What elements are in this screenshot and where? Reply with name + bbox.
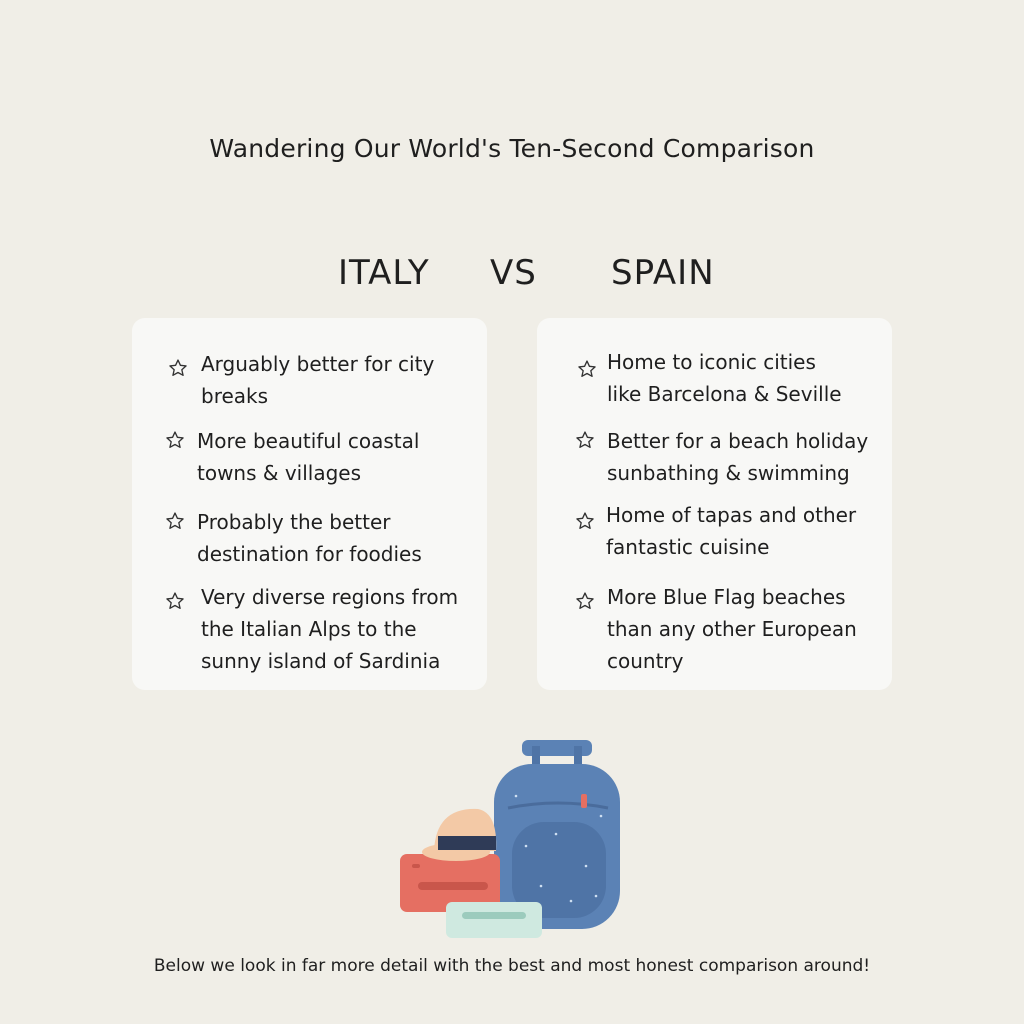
italy-heading: ITALY [338, 253, 430, 293]
italy-item-text: Arguably better for city breaks [201, 352, 435, 408]
versus-heading [0, 253, 1024, 303]
star-icon [575, 430, 595, 450]
page-title: Wandering Our World's Ten-Second Comparison [209, 134, 815, 163]
spain-item-text: Better for a beach holiday sunbathing & swimming [607, 429, 869, 485]
italy-item-text: More beautiful coastal towns & villages [197, 429, 420, 485]
star-icon [575, 591, 595, 611]
star-icon [165, 430, 185, 450]
star-icon [577, 359, 597, 379]
star-icon [168, 358, 188, 378]
star-icon [165, 591, 185, 611]
spain-item-text: Home to iconic cities like Barcelona & Seville [607, 350, 842, 406]
italy-item-text: Very diverse regions from the Italian Alps to the sunny island of Sardinia [201, 585, 459, 673]
spain-card [537, 318, 892, 690]
luggage-illustration [396, 736, 626, 941]
italy-item-text: Probably the better destination for foodies [197, 510, 422, 566]
spain-item-text: More Blue Flag beaches than any other European country [607, 585, 857, 673]
spain-heading: SPAIN [611, 253, 715, 293]
footer-text: Below we look in far more detail with the best and most honest comparison around! [153, 956, 871, 976]
vs-label: VS [490, 253, 537, 293]
star-icon [575, 511, 595, 531]
italy-card [132, 318, 487, 690]
star-icon [165, 511, 185, 531]
spain-item-text: Home of tapas and other fantastic cuisine [606, 503, 857, 559]
